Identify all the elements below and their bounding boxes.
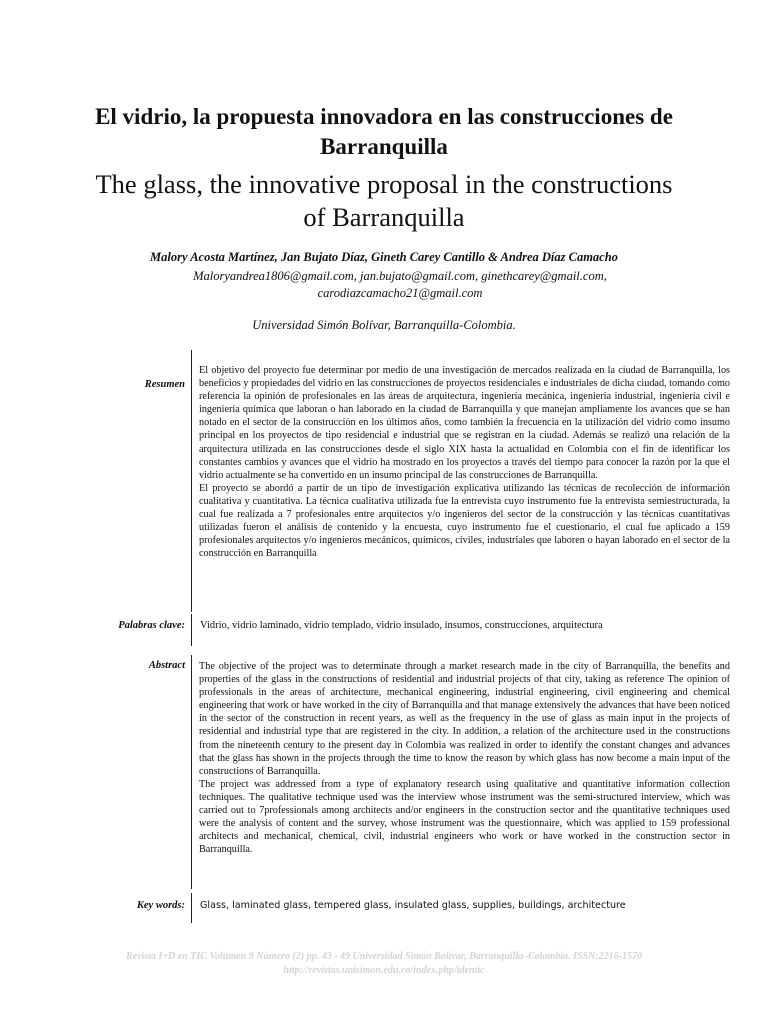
footer-url[interactable]: http://revistas.unisimon.edu.co/index.php/identic	[283, 965, 485, 976]
affiliation: Universidad Simón Bolívar, Barranquilla-Colombia.	[252, 318, 516, 332]
spanish-title-line-1: El vidrio, la propuesta innovadora en las construcciones de	[95, 104, 673, 129]
keywords-label: Key words:	[136, 900, 185, 911]
abstract-paragraph-2: The project was addressed from a type of explanatory research using qualitative and quantitative information collection techniques. The qualitative technique used was the interview whose instrument was the semi-structured interview, which was carried out to 7professionals among architects and/or engineers in the construction sector and the quantitative techniques used were the analysis of content and the survey, whose instrument was the questionnaire, which was applied to 159 professional architects and mechanical, chemical, civil, industrial engineers who work or have worked in the construction sector in Barranquilla.	[199, 778, 730, 856]
abstract-paragraph-1: The objective of the project was to determinate through a market research made in the city of Barranquilla, the benefits and properties of the glass in the constructions of residential and industrial projects of that city, taking as reference The opinion of professionals in the areas of architecture, mechanical engineering, industrial engineering, civil engineering and chemical engineering that work or have worked in the city of Barranquilla and that manage extensively the advances that have been noticed in the sector of the construction in recent years, as well as the frequency in the use of glass as main input in the projects of residential and industrial type that are registered in the city. In addition, a relation of the architecture used in the constructions from the nineteenth century to the present day in Colombia was realized in order to identify the constant changes and advances that the glass has shown in the projects through the time to know the reason by which glass has now become a main input of the constructions of Barranquilla.	[199, 661, 730, 777]
palabras-divider	[191, 614, 192, 646]
keywords-divider	[191, 893, 192, 923]
spanish-title-line-2: Barranquilla	[320, 134, 448, 159]
english-title-line-2: of Barranquilla	[303, 202, 465, 232]
resumen-label: Resumen	[144, 379, 185, 390]
resumen-divider	[191, 350, 192, 612]
emails-line-1: Maloryandrea1806@gmail.com, jan.bujato@gmail.com, ginethcarey@gmail.com,	[193, 269, 607, 283]
palabras-clave-text: Vidrio, vidrio laminado, vidrio templado, vidrio insulado, insumos, construcciones, arquitectura	[200, 620, 603, 631]
footer-citation: Revista I+D en TIC Volumen 9 Número (2) pp. 43 - 49 Universidad Simón Bolívar, Barranquilla–Colombia. ISSN:2216-1570	[125, 951, 643, 962]
abstract-body	[199, 660, 730, 856]
resumen-paragraph-2: El proyecto se abordó a partir de un tipo de investigación explicativa utilizando las técnicas de recolección de información cualitativa y cuantitativa. La técnica cualitativa utilizada fue la entrevista cuyo instrumento fue la entrevista semiestructurada, la cual fue realizada a 7 profesionales entre arquitectos y/o ingenieros del sector de la construcción y las técnicas cuantitativas utilizadas fueron el análisis de contenido y la encuesta, cuyo instrumento fue el cuestionario, el cual fue aplicado a 159 profesionales arquitectos y/o ingenieros mecánicos, químicos, civiles, industriales que laboren o hayan laborado en el sector de la construcción en Barranquilla	[199, 482, 730, 560]
author-emails	[150, 268, 650, 302]
spanish-title	[40, 102, 728, 162]
abstract-divider	[191, 655, 192, 889]
palabras-clave-label: Palabras clave:	[118, 620, 185, 631]
author-list: Malory Acosta Martínez, Jan Bujato Díaz, Gineth Carey Cantillo & Andrea Díaz Camacho	[150, 250, 618, 264]
resumen-paragraph-1: El objetivo del proyecto fue determinar por medio de una investigación de mercados realizada en la ciudad de Barranquilla, los beneficios y propiedades del vidrio en las construcciones de proyectos residenciales e industriales de dicha ciudad, tomando como referencia la opinión de profesionales en las áreas de arquitectura, ingeniería mecánica, ingeniería industrial, ingeniería civil e ingeniería química que laboran o han laborado en la ciudad de Barranquilla y que manejan ampliamente los avances que se han notado en el sector de la construcción en los últimos años, como también la frecuencia en la utilización del vidrio como insumo principal en los proyectos de tipo residencial e industrial que se registran en la ciudad. Además se realizó una relación de la arquitectura utilizada en las construcciones desde el siglo XIX hasta la actualidad en Colombia con el fin de identificar los constantes cambios y avances que el vidrio ha mostrado en los proyectos a través del tiempo para conocer la razón por la que el vidrio actualmente se ha convertido en un insumo principal de las construcciones de Barranquilla.	[199, 365, 730, 481]
english-title	[60, 168, 708, 234]
english-title-line-1: The glass, the innovative proposal in the constructions	[95, 169, 673, 199]
abstract-label: Abstract	[148, 660, 185, 671]
journal-footer	[40, 950, 728, 978]
emails-line-2: carodiazcamacho21@gmail.com	[317, 286, 483, 300]
keywords-text: Glass, laminated glass, tempered glass, insulated glass, supplies, buildings, architecture	[200, 900, 626, 911]
resumen-body	[199, 364, 730, 560]
